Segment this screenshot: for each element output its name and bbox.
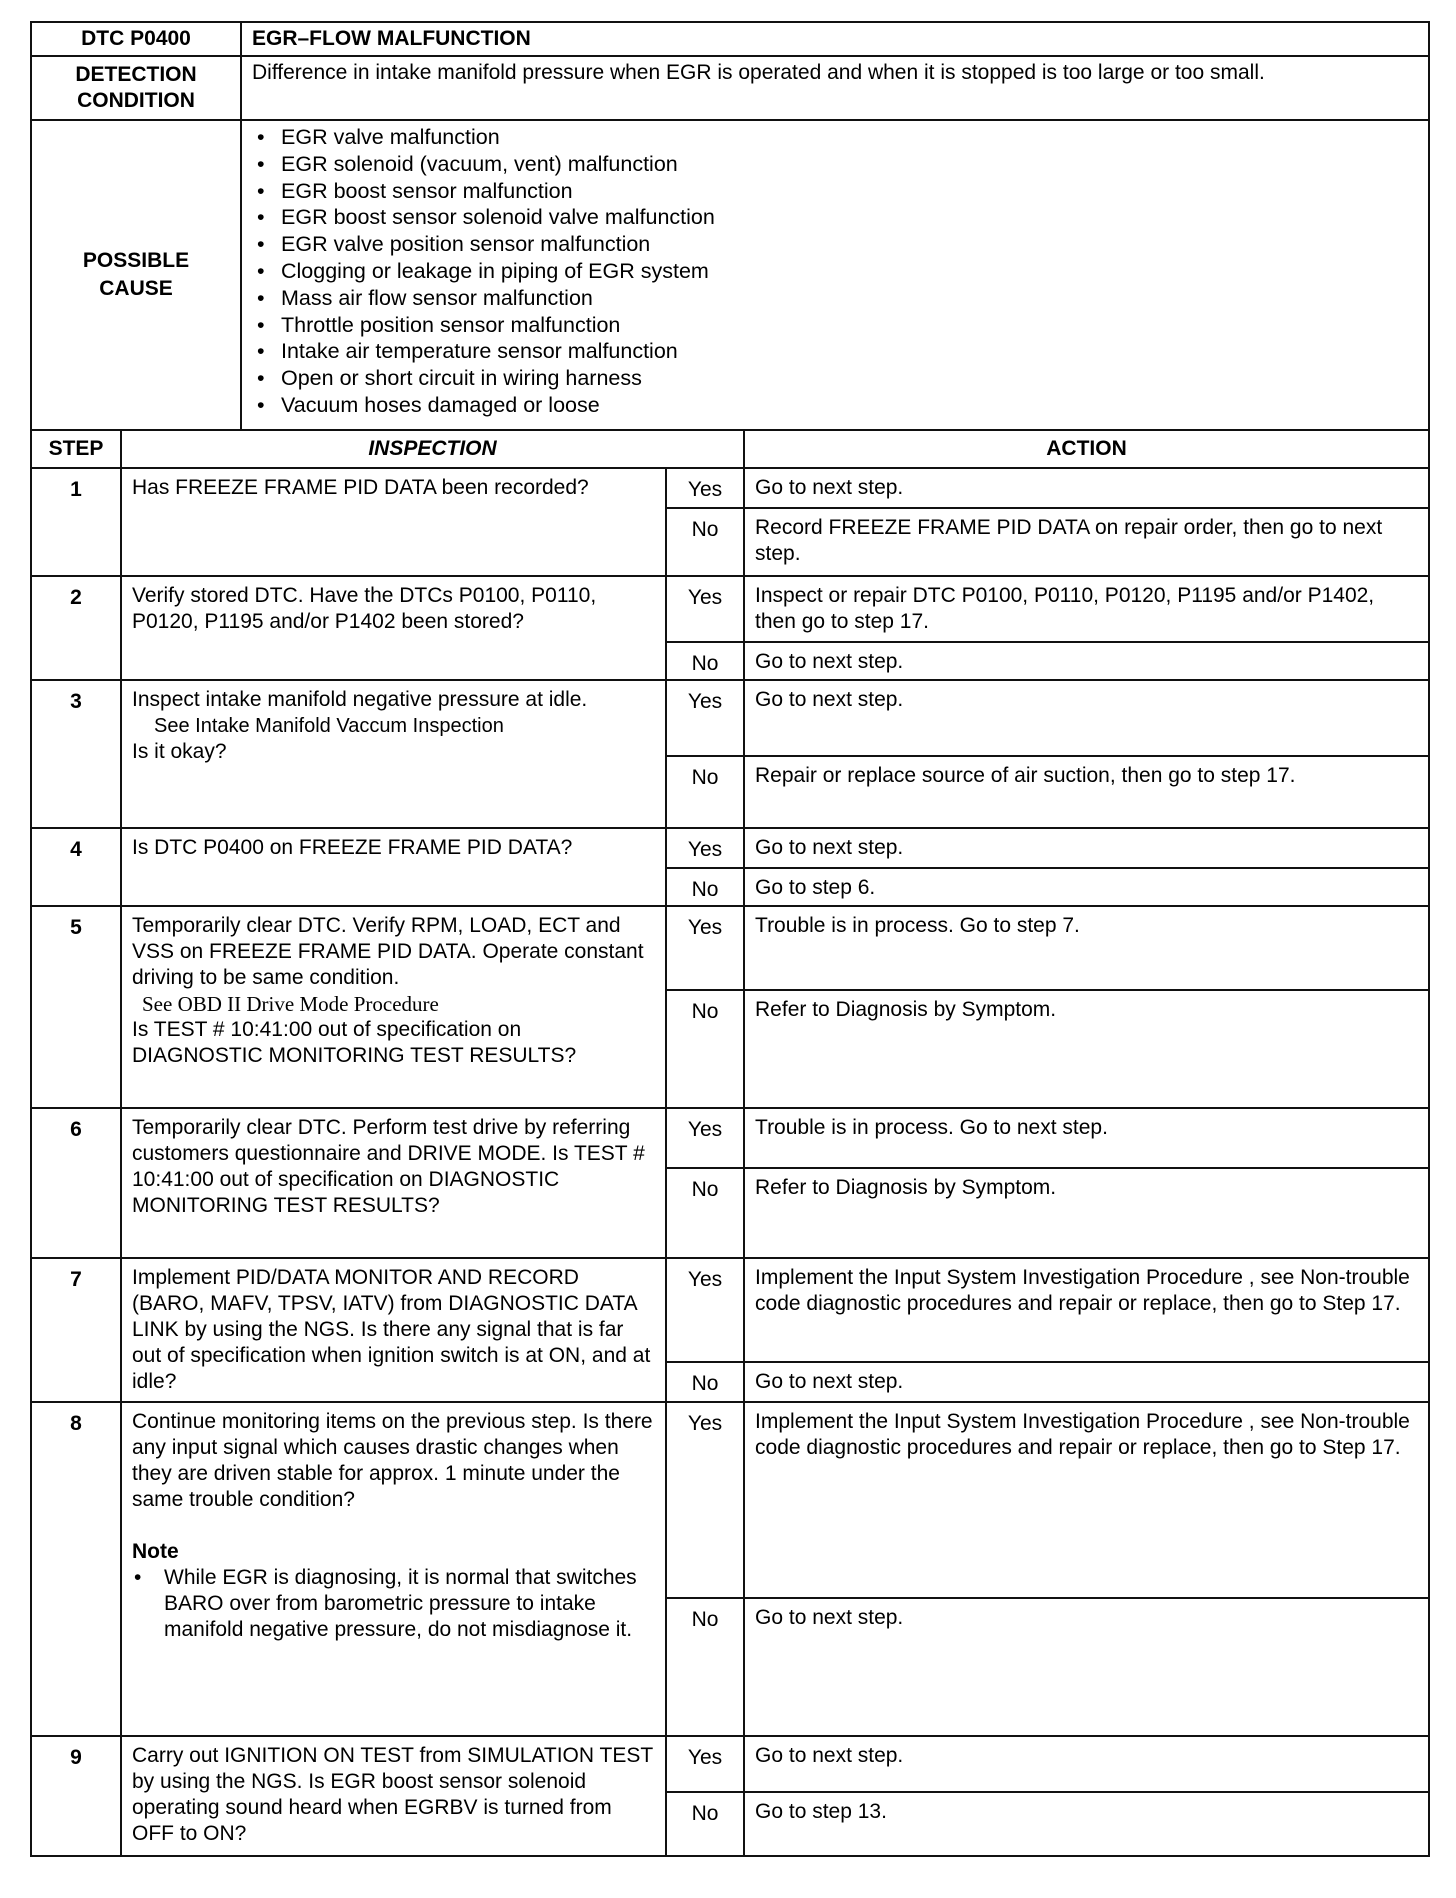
no-label: No <box>666 1792 744 1856</box>
step-number: 1 <box>31 468 121 576</box>
no-action: Record FREEZE FRAME PID DATA on repair order, then go to next step. <box>744 508 1429 576</box>
step-inspection: Has FREEZE FRAME PID DATA been recorded? <box>121 468 666 576</box>
table-row <box>31 1108 1429 1168</box>
note-heading: Note <box>132 1540 179 1563</box>
yes-label: Yes <box>666 680 744 756</box>
yes-action: Trouble is in process. Go to next step. <box>744 1108 1429 1168</box>
step-number: 4 <box>31 828 121 906</box>
no-action: Go to next step. <box>744 1362 1429 1402</box>
yes-action: Go to next step. <box>744 1736 1429 1792</box>
yes-action: Go to next step. <box>744 680 1429 756</box>
no-label: No <box>666 868 744 906</box>
step-number: 6 <box>31 1108 121 1258</box>
cause-list <box>243 124 1427 419</box>
yes-action: Inspect or repair DTC P0100, P0110, P0120, P1195 and/or P1402, then go to step 17. <box>744 576 1429 642</box>
no-label: No <box>666 1168 744 1258</box>
step-inspection: Carry out IGNITION ON TEST from SIMULATION TEST by using the NGS. Is EGR boost sensor solenoid operating sound heard when EGRBV is turned from OFF to ON? <box>121 1736 666 1856</box>
no-action: Go to step 6. <box>744 868 1429 906</box>
no-label: No <box>666 1362 744 1402</box>
inspection-text: Temporarily clear DTC. Verify RPM, LOAD, ECT and VSS on FREEZE FRAME PID DATA. Operate constant driving to be same condition. <box>132 914 644 989</box>
step-inspection <box>121 906 666 1108</box>
column-action: ACTION <box>744 430 1429 468</box>
cause-item: • Throttle position sensor malfunction <box>253 312 1427 339</box>
table-row <box>31 1258 1429 1362</box>
step-number: 3 <box>31 680 121 828</box>
yes-action: Go to next step. <box>744 468 1429 508</box>
cause-item: • Open or short circuit in wiring harness <box>253 365 1427 392</box>
dtc-title: EGR–FLOW MALFUNCTION <box>241 22 1429 56</box>
diagnostic-sheet <box>30 21 1428 1857</box>
yes-label: Yes <box>666 828 744 868</box>
inspection-question: Is TEST # 10:41:00 out of specification on DIAGNOSTIC MONITORING TEST RESULTS? <box>132 1018 577 1067</box>
step-number: 5 <box>31 906 121 1108</box>
step-number: 7 <box>31 1258 121 1402</box>
detection-text: Difference in intake manifold pressure when EGR is operated and when it is stopped is too large or too small. <box>241 56 1429 120</box>
no-action: Repair or replace source of air suction, then go to step 17. <box>744 756 1429 828</box>
step-number: 2 <box>31 576 121 680</box>
no-label: No <box>666 756 744 828</box>
no-action: Refer to Diagnosis by Symptom. <box>744 990 1429 1108</box>
step-inspection <box>121 1402 666 1736</box>
yes-action: Trouble is in process. Go to step 7. <box>744 906 1429 990</box>
yes-label: Yes <box>666 1258 744 1362</box>
no-action: Refer to Diagnosis by Symptom. <box>744 1168 1429 1258</box>
cause-item: • EGR valve position sensor malfunction <box>253 231 1427 258</box>
see-reference-link[interactable]: See Intake Manifold Vaccum Inspection <box>154 715 504 737</box>
yes-label: Yes <box>666 1108 744 1168</box>
inspection-steps-table <box>30 429 1430 1857</box>
table-row <box>31 1736 1429 1792</box>
no-label: No <box>666 642 744 680</box>
no-action: Go to next step. <box>744 642 1429 680</box>
column-inspection: INSPECTION <box>121 430 744 468</box>
dtc-code: DTC P0400 <box>31 22 241 56</box>
cause-item: • EGR solenoid (vacuum, vent) malfunction <box>253 151 1427 178</box>
cause-item: • EGR boost sensor solenoid valve malfunction <box>253 204 1427 231</box>
table-row <box>31 828 1429 868</box>
yes-action: Implement the Input System Investigation Procedure , see Non-trouble code diagnostic procedures and repair or replace, then go to Step 17. <box>744 1402 1429 1598</box>
step-inspection <box>121 680 666 828</box>
step-inspection: Verify stored DTC. Have the DTCs P0100, P0110, P0120, P1195 and/or P1402 been stored? <box>121 576 666 680</box>
no-label: No <box>666 990 744 1108</box>
table-row <box>31 1402 1429 1598</box>
step-number: 8 <box>31 1402 121 1736</box>
no-action: Go to step 13. <box>744 1792 1429 1856</box>
cause-item: • Vacuum hoses damaged or loose <box>253 392 1427 419</box>
no-label: No <box>666 1598 744 1736</box>
cause-item: • EGR valve malfunction <box>253 124 1427 151</box>
see-reference-link[interactable]: See OBD II Drive Mode Procedure <box>142 992 439 1016</box>
no-action: Go to next step. <box>744 1598 1429 1736</box>
step-inspection: Temporarily clear DTC. Perform test drive by referring customers questionnaire and DRIVE MODE. Is TEST # 10:41:00 out of specification on DIAGNOSTIC MONITORING TEST RESULTS? <box>121 1108 666 1258</box>
step-inspection: Implement PID/DATA MONITOR AND RECORD (BARO, MAFV, TPSV, IATV) from DIAGNOSTIC DATA LINK by using the NGS. Is there any signal that is far out of specification when ignition switch is at ON, and at idle? <box>121 1258 666 1402</box>
yes-label: Yes <box>666 576 744 642</box>
yes-label: Yes <box>666 1402 744 1598</box>
yes-action: Implement the Input System Investigation Procedure , see Non-trouble code diagnostic procedures and repair or replace, then go to Step 17. <box>744 1258 1429 1362</box>
step-inspection: Is DTC P0400 on FREEZE FRAME PID DATA? <box>121 828 666 906</box>
table-row <box>31 906 1429 990</box>
table-row <box>31 576 1429 642</box>
cause-item: • Intake air temperature sensor malfunction <box>253 338 1427 365</box>
possible-cause-cell <box>241 120 1429 430</box>
dtc-header-table <box>30 21 1430 431</box>
inspection-text: Inspect intake manifold negative pressure at idle. <box>132 688 588 711</box>
table-row <box>31 680 1429 756</box>
column-step: STEP <box>31 430 121 468</box>
cause-item: • Clogging or leakage in piping of EGR system <box>253 258 1427 285</box>
step-number: 9 <box>31 1736 121 1856</box>
no-label: No <box>666 508 744 576</box>
yes-label: Yes <box>666 906 744 990</box>
detection-label: DETECTION CONDITION <box>31 56 241 120</box>
cause-item: • EGR boost sensor malfunction <box>253 178 1427 205</box>
yes-action: Go to next step. <box>744 828 1429 868</box>
note-body: • While EGR is diagnosing, it is normal that switches BARO over from barometric pressure to intake manifold negative pressure, do not misdiagnose it. <box>132 1565 655 1643</box>
table-row <box>31 468 1429 508</box>
inspection-text: Continue monitoring items on the previous step. Is there any input signal which causes drastic changes when they are driven stable for approx. 1 minute under the same trouble condition? <box>132 1410 653 1511</box>
inspection-question: Is it okay? <box>132 740 227 763</box>
possible-cause-label: POSSIBLE CAUSE <box>31 120 241 430</box>
yes-label: Yes <box>666 1736 744 1792</box>
yes-label: Yes <box>666 468 744 508</box>
cause-item: • Mass air flow sensor malfunction <box>253 285 1427 312</box>
